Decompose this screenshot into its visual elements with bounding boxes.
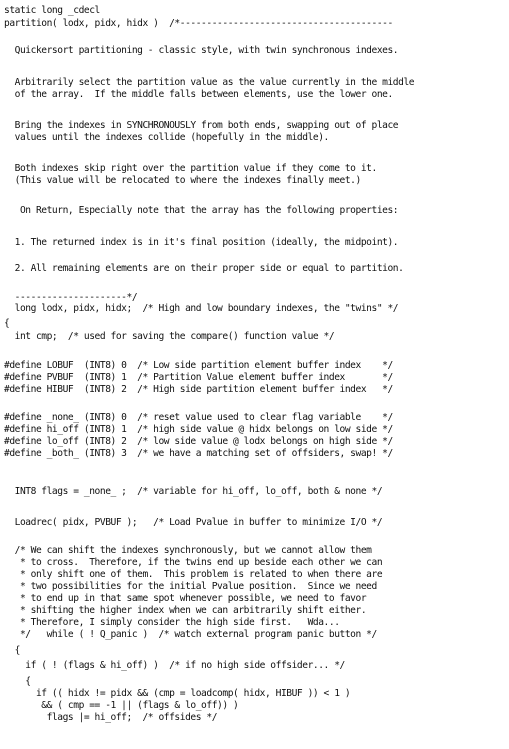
code-line: * two possibilities for the initial Pvalue position. Since we need	[4, 581, 377, 592]
code-line: */ while ( ! Q_panic ) /* watch external program panic button */	[4, 629, 377, 640]
code-line: * Therefore, I simply consider the high side first. Wda...	[4, 617, 340, 628]
code-line: long lodx, pidx, hidx; /* High and low boundary indexes, the "twins" */	[4, 303, 399, 314]
code-line: Arbitrarily select the partition value as the value currently in the middle	[4, 77, 415, 88]
code-line: * only shift one of them. This problem is related to when there are	[4, 569, 383, 580]
code-line: if ( ! (flags & hi_off) ) /* if no high side offsider... */	[4, 660, 345, 671]
code-line: #define hi_off (INT8) 1 /* high side value @ hidx belongs on low side */	[4, 424, 393, 435]
code-line: * to cross. Therefore, if the twins end up beside each other we can	[4, 557, 383, 568]
code-line: if (( hidx != pidx && (cmp = loadcomp( hidx, HIBUF )) < 1 )	[4, 688, 351, 699]
code-line: values until the indexes collide (hopefully in the middle).	[4, 132, 329, 143]
code-line: Loadrec( pidx, PVBUF ); /* Load Pvalue in buffer to minimize I/O */	[4, 517, 383, 528]
code-line: int cmp; /* used for saving the compare() function value */	[4, 331, 335, 342]
code-line: Both indexes skip right over the partition value if they come to it.	[4, 163, 377, 174]
code-line: INT8 flags = _none_ ; /* variable for hi_off, lo_off, both & none */	[4, 486, 383, 497]
code-line: * shifting the higher index when we can arbitrarily shift either.	[4, 605, 367, 616]
code-line: #define LOBUF (INT8) 0 /* Low side partition element buffer index */	[4, 360, 393, 371]
code-line: Bring the indexes in SYNCHRONOUSLY from both ends, swapping out of place	[4, 120, 399, 131]
code-line: && ( cmp == -1 || (flags & lo_off)) )	[4, 700, 239, 711]
code-line: flags |= hi_off; /* offsides */	[4, 712, 218, 723]
code-line: /* We can shift the indexes synchronously, but we cannot allow them	[4, 545, 372, 556]
code-line: * to end up in that same spot whenever possible, we need to favor	[4, 593, 367, 604]
code-line: #define lo_off (INT8) 2 /* low side value @ lodx belongs on high side */	[4, 436, 393, 447]
code-line: Quickersort partitioning - classic style, with twin synchronous indexes.	[4, 45, 399, 56]
code-line: #define PVBUF (INT8) 1 /* Partition Value element buffer index */	[4, 372, 393, 383]
code-line: (This value will be relocated to where the indexes finally meet.)	[4, 175, 361, 186]
code-line: #define _both_ (INT8) 3 /* we have a matching set of offsiders, swap! */	[4, 448, 393, 459]
code-line: #define _none_ (INT8) 0 /* reset value used to clear flag variable */	[4, 412, 393, 423]
code-line: partition( lodx, pidx, hidx ) /*----------------------------------------	[4, 18, 393, 29]
code-line: #define HIBUF (INT8) 2 /* High side partition element buffer index */	[4, 384, 393, 395]
code-line: {	[4, 645, 20, 656]
code-line: static long _cdecl	[4, 5, 100, 16]
code-line: On Return, Especially note that the array has the following properties:	[4, 205, 399, 216]
code-line: 2. All remaining elements are on their proper side or equal to partition.	[4, 263, 404, 274]
code-line: {	[4, 676, 31, 687]
code-line: ---------------------*/	[4, 292, 138, 303]
code-line: {	[4, 318, 10, 329]
code-line: of the array. If the middle falls between elements, use the lower one.	[4, 89, 393, 100]
code-line: 1. The returned index is in it's final position (ideally, the midpoint).	[4, 237, 399, 248]
